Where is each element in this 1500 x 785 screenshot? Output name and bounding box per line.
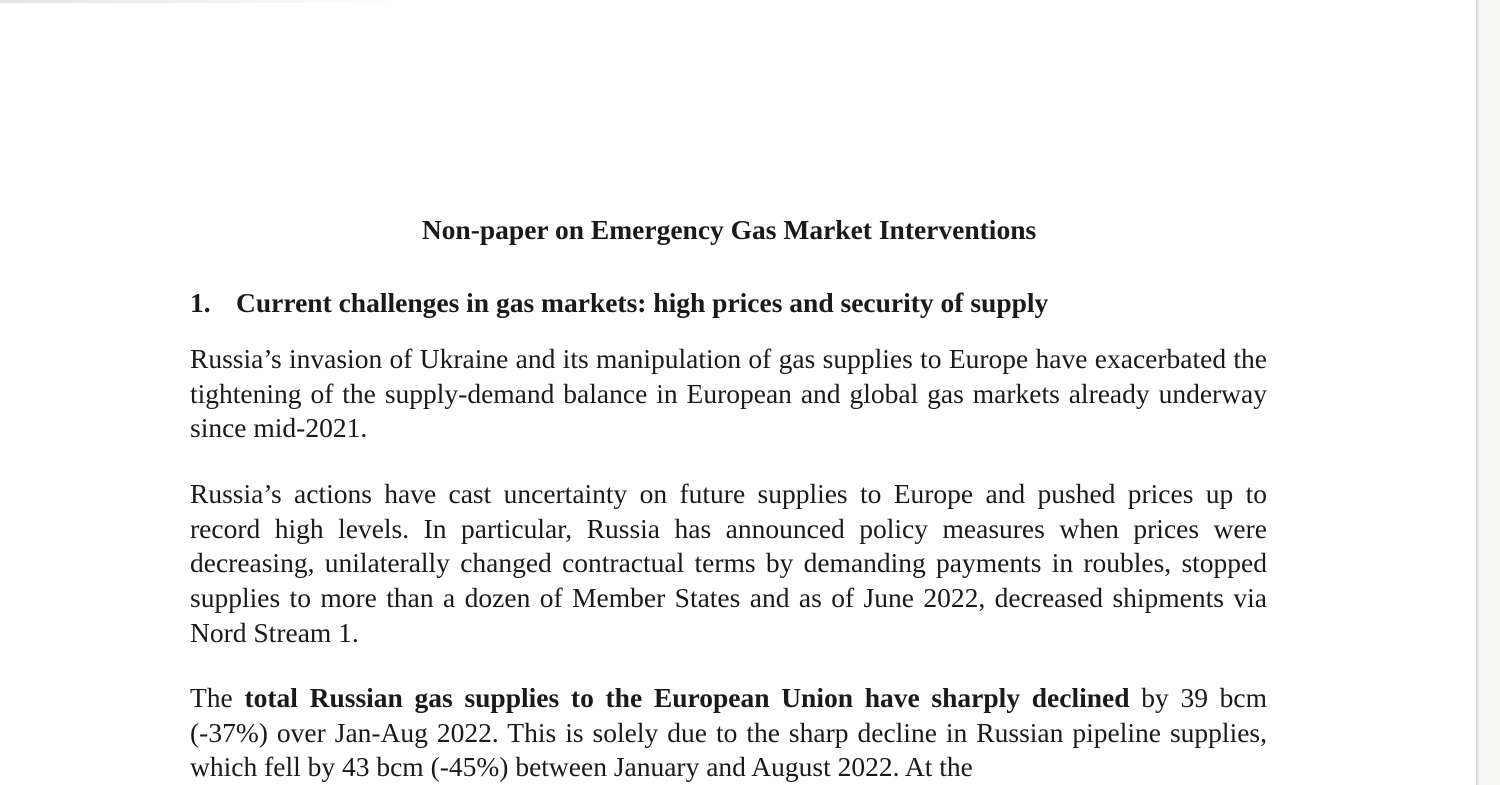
paragraph-3-emphasis: total Russian gas supplies to the European Union have sharply declined [244,682,1130,713]
section-number: 1. [190,287,211,318]
paragraph-3-rest: by 39 bcm (-37%) over Jan-Aug 2022. This is solely due to the sharp decline in Russian pipeline supplies, which fell by 43 bcm (-45%) between January and August 2022. At the [190,682,1267,783]
paragraph-1: Russia’s invasion of Ukraine and its manipulation of gas supplies to Europe have exacerbated the tightening of the supply-demand balance in European and global gas markets already underway since mid-2021. [190,343,1267,444]
section-heading-text: Current challenges in gas markets: high prices and security of supply [236,287,1049,318]
paragraph-3 [190,681,1267,785]
document-title: Non-paper on Emergency Gas Market Interventions [421,214,1037,245]
section-heading [190,285,1048,321]
scan-artifact [0,0,420,3]
paragraph-2: Russia’s actions have cast uncertainty on future supplies to Europe and pushed prices up to record high levels. In particular, Russia has announced policy measures when prices were decreasing, unilaterally changed contractual terms by demanding payments in roubles, stopped supplies to more than a dozen of Member States and as of June 2022, decreased shipments via Nord Stream 1. [190,478,1267,648]
right-margin [1479,0,1500,785]
paragraph-3-lead: The [190,682,245,713]
